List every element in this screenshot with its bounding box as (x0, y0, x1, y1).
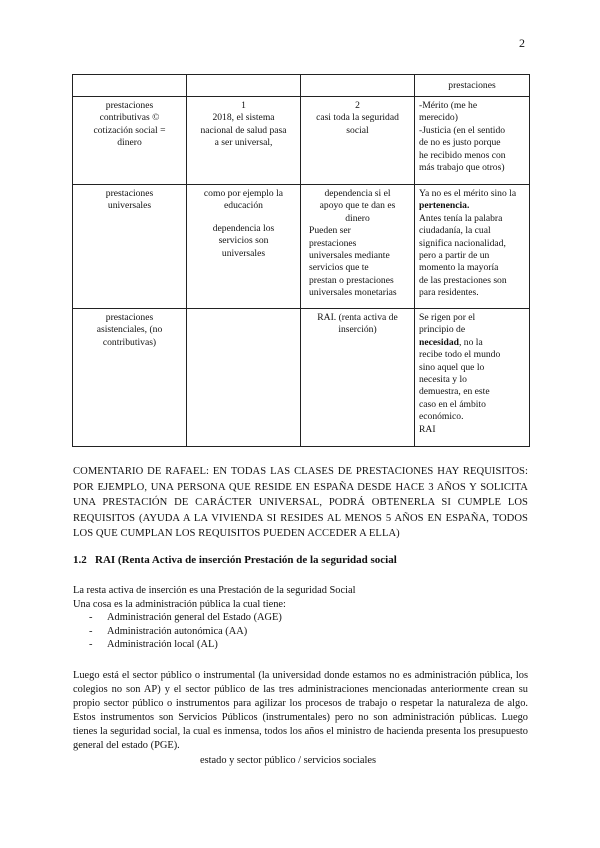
cell-principle (415, 309, 530, 447)
page-number: 2 (519, 36, 525, 50)
cell-line: 1 (241, 100, 246, 111)
cell-line: principio de (419, 324, 466, 336)
cell-line: para residentes. (419, 287, 479, 299)
cell-bold-text: pertenencia. (419, 200, 470, 212)
cell-line: prestaciones (105, 312, 154, 323)
cell-line: universales mediante (309, 250, 390, 262)
cell-principle (415, 185, 530, 309)
cell-line (419, 337, 525, 349)
list-item (73, 625, 528, 639)
cell-line: nacional de salud pasa (200, 124, 287, 136)
cell-type (73, 185, 187, 309)
cell-line: asistenciales, (no (96, 324, 163, 336)
cell-line: ciudadanía, la cual (419, 225, 491, 237)
cell-line: significa nacionalidad, (419, 237, 506, 249)
cell-line: recibe todo el mundo (419, 349, 501, 361)
cell-line: dependencia si el (324, 188, 391, 199)
cell-line: RAI (419, 423, 436, 435)
cell-bold-text: necesidad (419, 336, 459, 348)
cell-text: , no la (458, 336, 483, 348)
intro-line: Una cosa es la administración pública la cual tiene: (73, 598, 286, 610)
header-cell (73, 75, 187, 97)
cell-col2 (301, 97, 415, 185)
cell-line: dependencia los (212, 222, 275, 234)
cell-line: contributivas) (102, 336, 157, 348)
cell-line: universales monetarias (309, 287, 397, 299)
cell-line: -Mérito (me he (419, 100, 478, 111)
intro-line: La resta activa de inserción es una Prestación de la seguridad Social (73, 585, 356, 596)
cell-line: dinero (345, 212, 370, 224)
table-row-asistenciales (73, 309, 530, 447)
cell-line: económico. (419, 411, 464, 423)
cell-type (73, 309, 187, 447)
cell-gap (191, 213, 296, 223)
cell-line: servicios que te (309, 262, 369, 274)
list-item (73, 638, 528, 652)
cell-line: Antes tenía la palabra (419, 212, 503, 224)
cell-line: contributivas © (99, 112, 160, 124)
list-item (73, 611, 528, 625)
cell-line: he recibido menos con (419, 149, 506, 161)
list-item-text: Administración general del Estado (AGE) (107, 612, 282, 623)
cell-line: cotización social = (93, 124, 166, 136)
cell-line: de no es justo porque (419, 137, 501, 149)
section-title: RAI (Renta Activa de inserción Prestación de la seguridad social (95, 554, 397, 566)
section-heading (73, 554, 528, 566)
cell-col1-empty (187, 309, 301, 447)
cell-line: dinero (117, 137, 142, 149)
cell-line: a ser universal, (214, 137, 273, 149)
cell-line: RAI. (renta activa de (317, 312, 398, 323)
cell-line: prestaciones (105, 100, 154, 111)
cell-line: prestaciones (105, 188, 154, 199)
body-paragraph: Luego está el sector público o instrumental (la universidad donde estamos no es administración pública, los colegios no son AP) y el sector público de las tres administraciones mencionadas anteriormente crean su propio sector público o instrumentos para agilizar los procesos de trabajo o respetar la naturaleza de algo. Estos instrumentos son Servicios Públicos (instrumentales) pero no son administración públicas. Luego tienes la seguridad social, la cual es inmensa, todos los años el ministro de hacienda presenta los presupuesto general del estado (PGE). (73, 670, 528, 752)
cell-line: casi toda la seguridad (316, 112, 399, 124)
cell-line: prestaciones (309, 237, 357, 249)
header-cell (187, 75, 301, 97)
prestaciones-table (72, 74, 530, 447)
header-cell (301, 75, 415, 97)
cell-line: apoyo que te dan es (319, 200, 396, 212)
cell-line: necesita y lo (419, 374, 467, 386)
caption-line: estado y sector público / servicios sociales (200, 755, 377, 766)
list-dash: - (89, 639, 93, 650)
cell-line: sino aquel que lo (419, 361, 485, 373)
cell-col2 (301, 309, 415, 447)
administration-list (73, 611, 528, 652)
cell-line: demuestra, en este (419, 386, 490, 398)
cell-text: Ya no es el mérito sino la (419, 188, 517, 199)
cell-line: merecido) (419, 112, 458, 124)
cell-line: prestan o prestaciones (309, 274, 394, 286)
cell-line: más trabajo que otros) (419, 162, 505, 174)
cell-line: -Justicia (en el sentido (419, 124, 506, 136)
cell-line: educación (224, 200, 263, 212)
list-dash: - (89, 612, 93, 623)
cell-line: 2 (355, 100, 360, 111)
cell-type (73, 97, 187, 185)
cell-line: caso en el ámbito (419, 398, 486, 410)
table-row-contributivas (73, 97, 530, 185)
cell-line: como por ejemplo la (203, 188, 284, 199)
cell-line: servicios son (218, 235, 269, 247)
list-dash: - (89, 625, 93, 637)
list-item-text: Administración local (AL) (107, 639, 218, 650)
cell-line: Se rigen por el (419, 312, 476, 323)
comment-paragraph: COMENTARIO DE RAFAEL: EN TODAS LAS CLASES DE PRESTACIONES HAY REQUISITOS: POR EJEMPLO, UNA PERSONA QUE RESIDE EN ESPAÑA DESDE HACE 3 AÑOS Y SOLICITA UNA PRESTACIÓN DE CARÁCTER UNIVERSAL, PODRÁ OBTENERLA SI CUMPLE LOS REQUISITOS (AYUDA A LA VIVIENDA SI RESIDES AL MENOS 5 AÑOS EN ESPAÑA, TODOS LOS QUE CUMPLAN LOS REQUISITOS PUEDEN ACCEDER A ELLA) (73, 466, 528, 539)
cell-col2 (301, 185, 415, 309)
section-number: 1.2 (73, 554, 87, 566)
table-row-universales (73, 185, 530, 309)
cell-principle (415, 97, 530, 185)
cell-line: de las prestaciones son (419, 274, 507, 286)
list-item-text: Administración autonómica (AA) (107, 625, 248, 637)
cell-line: social (346, 124, 369, 136)
header-cell-prestaciones: prestaciones (415, 75, 530, 97)
cell-col1 (187, 97, 301, 185)
cell-line: inserción) (338, 324, 377, 336)
cell-line: 2018, el sistema (212, 112, 275, 124)
cell-line: universales (221, 247, 266, 259)
cell-col1 (187, 185, 301, 309)
table-header-row (73, 75, 530, 97)
cell-line: momento la mayoría (419, 262, 499, 274)
cell-line: Pueden ser (309, 225, 351, 237)
cell-line: pero a partir de un (419, 250, 490, 262)
cell-line: universales (107, 200, 152, 212)
intro-block (73, 584, 528, 652)
